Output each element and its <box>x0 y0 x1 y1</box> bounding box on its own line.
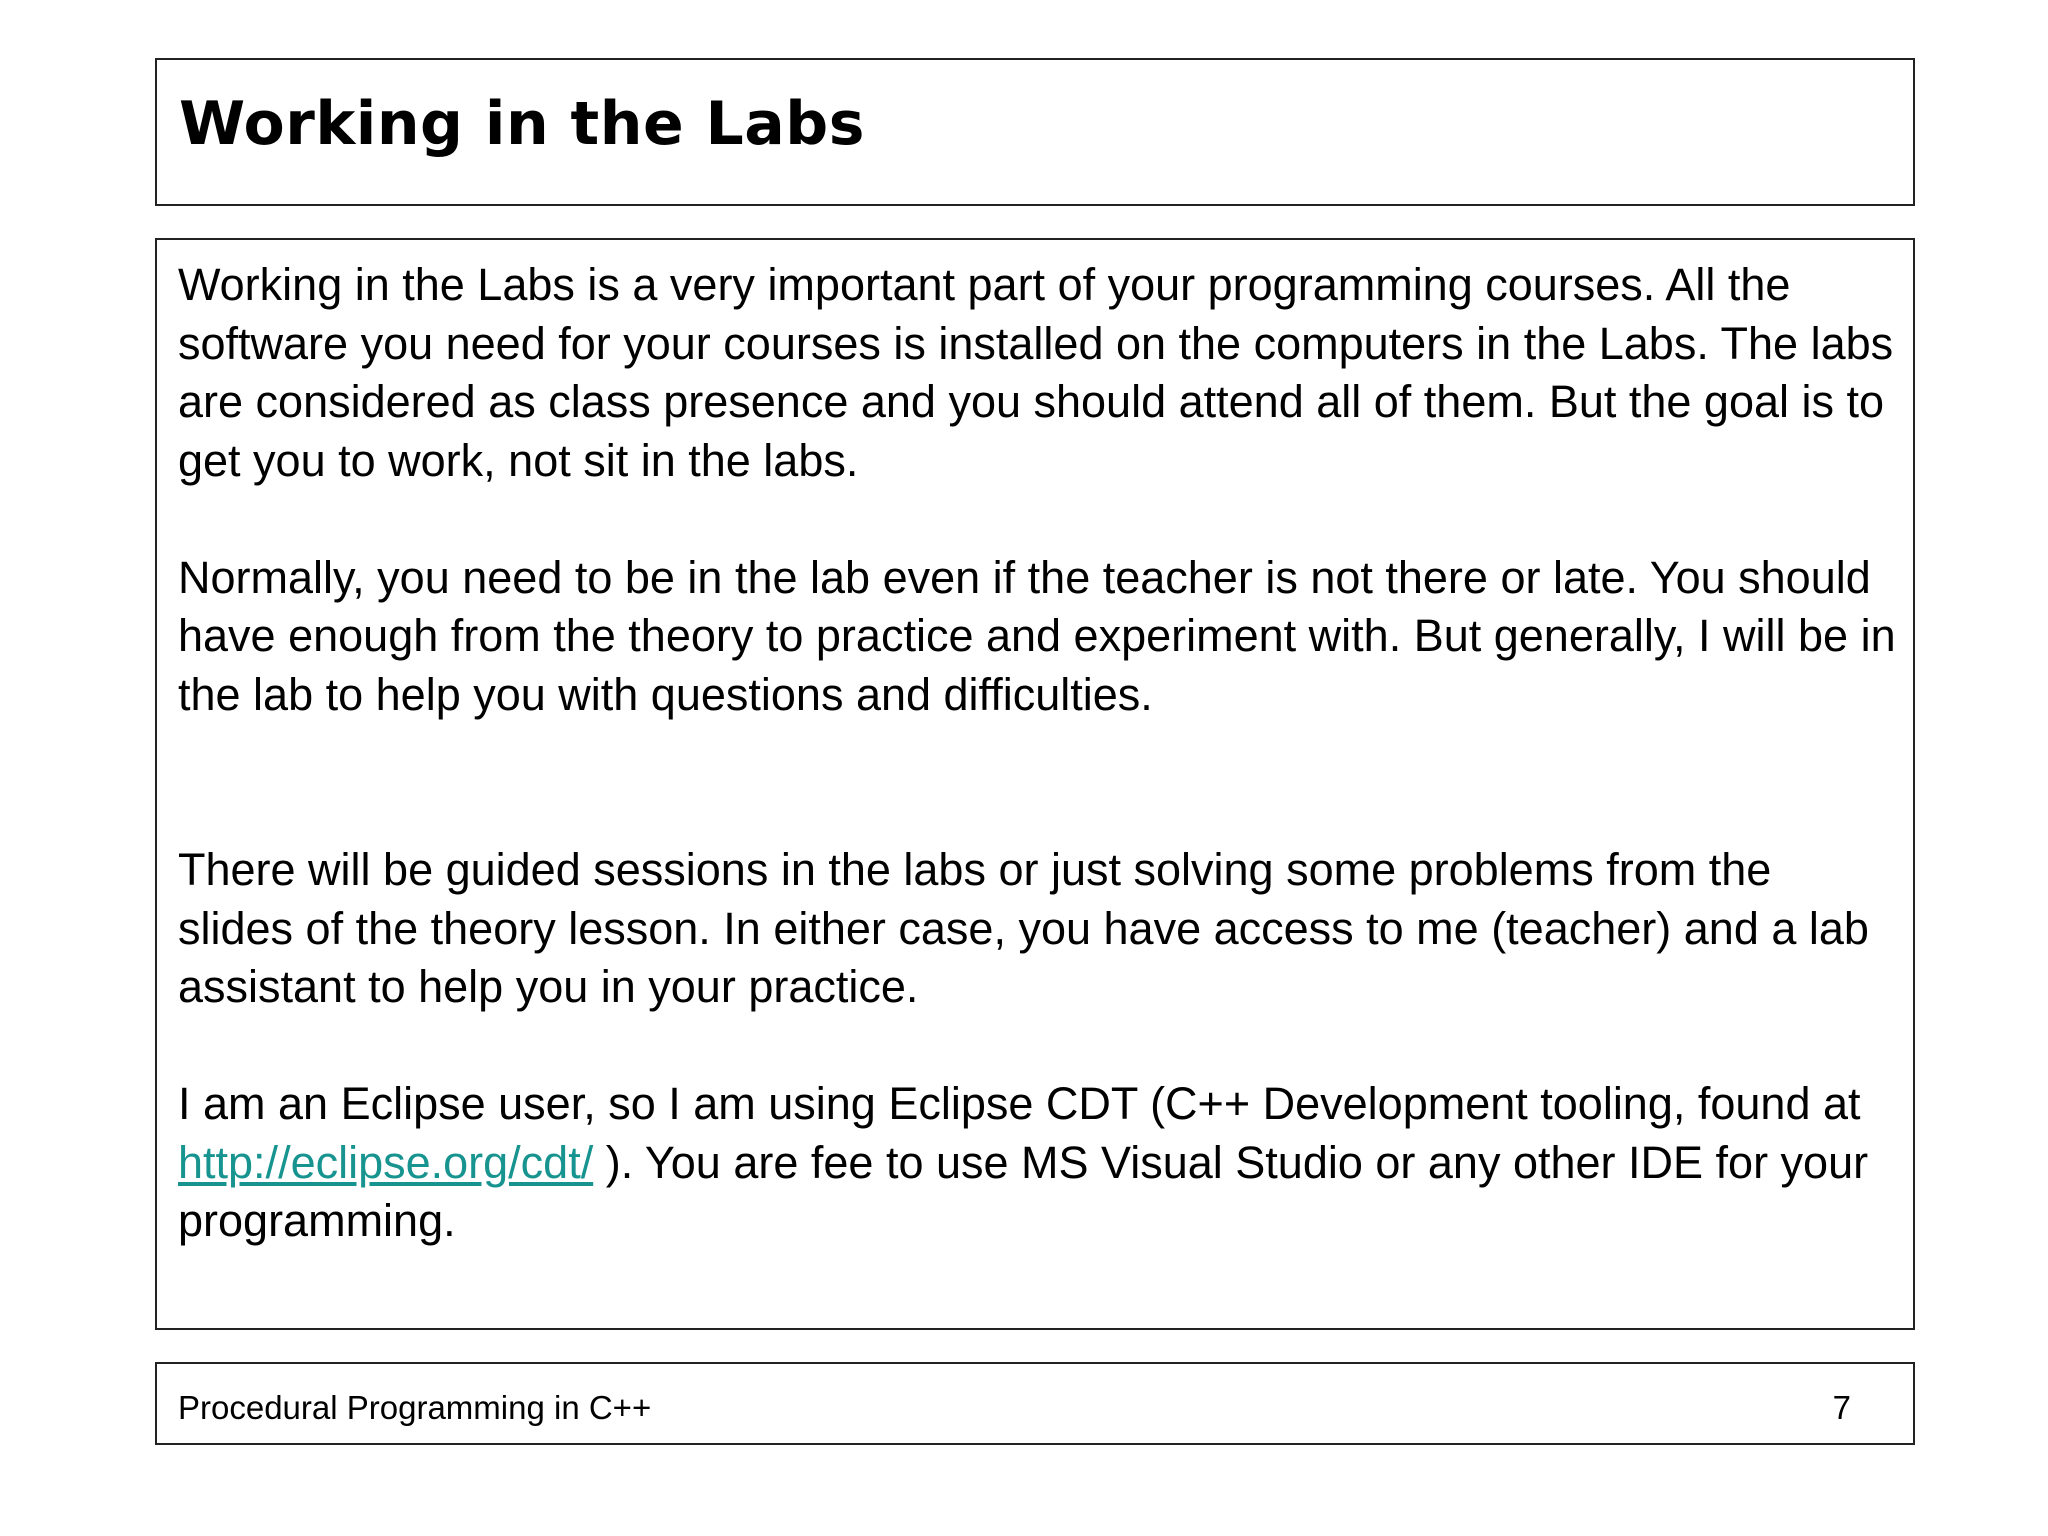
eclipse-cdt-link[interactable]: http://eclipse.org/cdt/ <box>178 1136 594 1188</box>
slide-title: Working in the Labs <box>179 89 865 159</box>
paragraph-ide <box>178 1075 1898 1251</box>
ide-text-before-link: I am an Eclipse user, so I am using Eclipse CDT (C++ Development tooling, found at <box>178 1078 1861 1129</box>
slide-content <box>178 256 1898 1251</box>
paragraph-spacer <box>178 724 1898 841</box>
slide-content-box <box>155 238 1915 1330</box>
paragraph-spacer <box>178 1017 1898 1076</box>
page-number: 7 <box>1832 1389 1851 1426</box>
paragraph-lab-importance: Working in the Labs is a very important part of your programming courses. All the software you need for your courses is installed on the computers in the Labs. The labs are considered as class presence and you should attend all of them. But the goal is to get you to work, not sit in the labs. <box>178 259 1894 486</box>
slide-title-box <box>155 58 1915 206</box>
paragraph-guided-sessions: There will be guided sessions in the labs or just solving some problems from the slides of the theory lesson. In either case, you have access to me (teacher) and a lab assistant to help you in your practice. <box>178 844 1869 1012</box>
ide-text-after-link: ). You are fee to use MS Visual Studio or any other IDE for your programming. <box>178 1136 1869 1246</box>
slide-footer-box <box>155 1362 1915 1445</box>
paragraph-spacer <box>178 490 1898 549</box>
paragraph-attendance: Normally, you need to be in the lab even if the teacher is not there or late. You should have enough from the theory to practice and experiment with. But generally, I will be in the lab to help you with questions and difficulties. <box>178 551 1896 720</box>
footer-course-title: Procedural Programming in C++ <box>178 1389 652 1426</box>
